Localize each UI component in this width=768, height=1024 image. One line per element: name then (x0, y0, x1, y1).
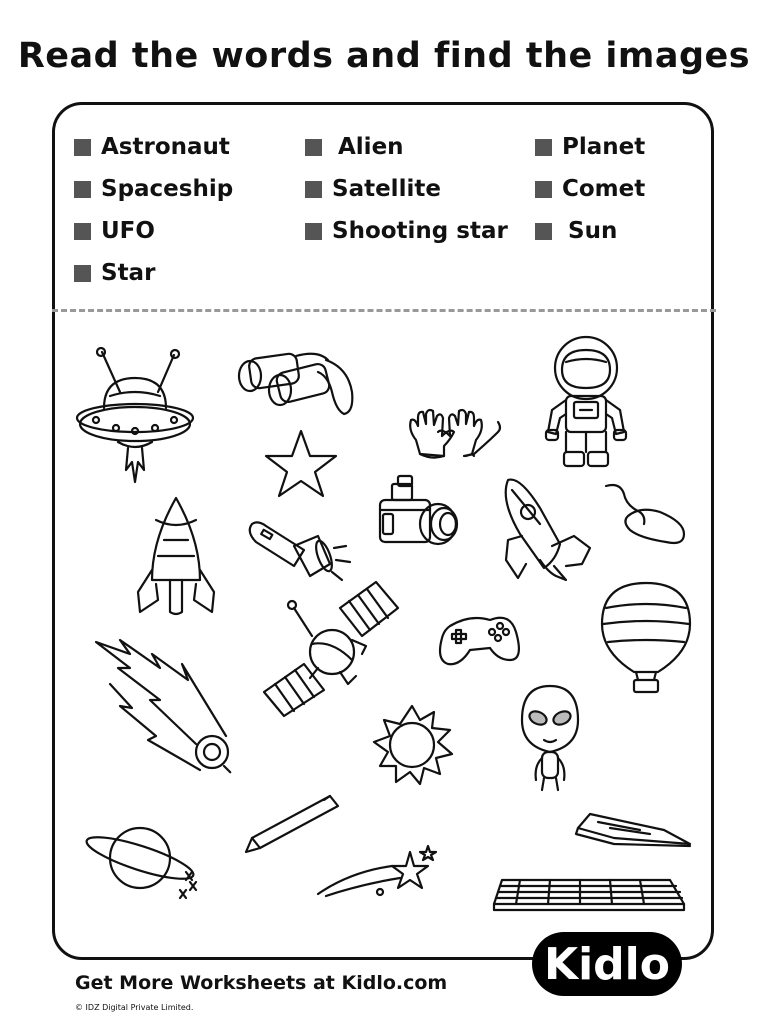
word-label: Sun (568, 218, 618, 244)
word-label: Shooting star (332, 218, 508, 244)
spaceship-icon (506, 480, 590, 580)
hot-air-balloon-icon (602, 583, 690, 692)
keyboard-icon (494, 880, 684, 910)
kidlo-logo: Kidlo (532, 932, 682, 996)
word-label: Astronaut (101, 134, 230, 160)
footer-text: Get More Worksheets at Kidlo.com (75, 972, 448, 994)
gloves-icon (410, 410, 500, 458)
sun-icon (374, 706, 452, 784)
game-controller-icon (440, 618, 519, 665)
star-icon (266, 431, 336, 496)
copyright-text: © IDZ Digital Private Limited. (75, 1003, 194, 1012)
camera-icon (380, 476, 457, 544)
word-label: UFO (101, 218, 155, 244)
ufo-icon (77, 348, 193, 482)
pencil-icon (246, 796, 338, 852)
planet-icon (83, 828, 197, 898)
alien-icon (522, 686, 578, 790)
computer-mouse-icon (606, 485, 684, 543)
word-label: Comet (562, 176, 646, 202)
paper-icon (576, 814, 690, 846)
word-label: Planet (562, 134, 646, 160)
word-label: Spaceship (101, 176, 234, 202)
word-label: Satellite (332, 176, 441, 202)
binoculars-icon (239, 353, 352, 414)
page-title: Read the words and find the images (17, 36, 751, 76)
satellite-icon (264, 582, 398, 716)
comet-icon (96, 640, 230, 772)
flashlight-icon (250, 522, 350, 580)
rocket-icon (138, 498, 214, 614)
word-label: Star (101, 260, 156, 286)
word-label: Alien (338, 134, 404, 160)
shooting-star-icon (318, 846, 436, 896)
astronaut-icon (546, 337, 626, 466)
